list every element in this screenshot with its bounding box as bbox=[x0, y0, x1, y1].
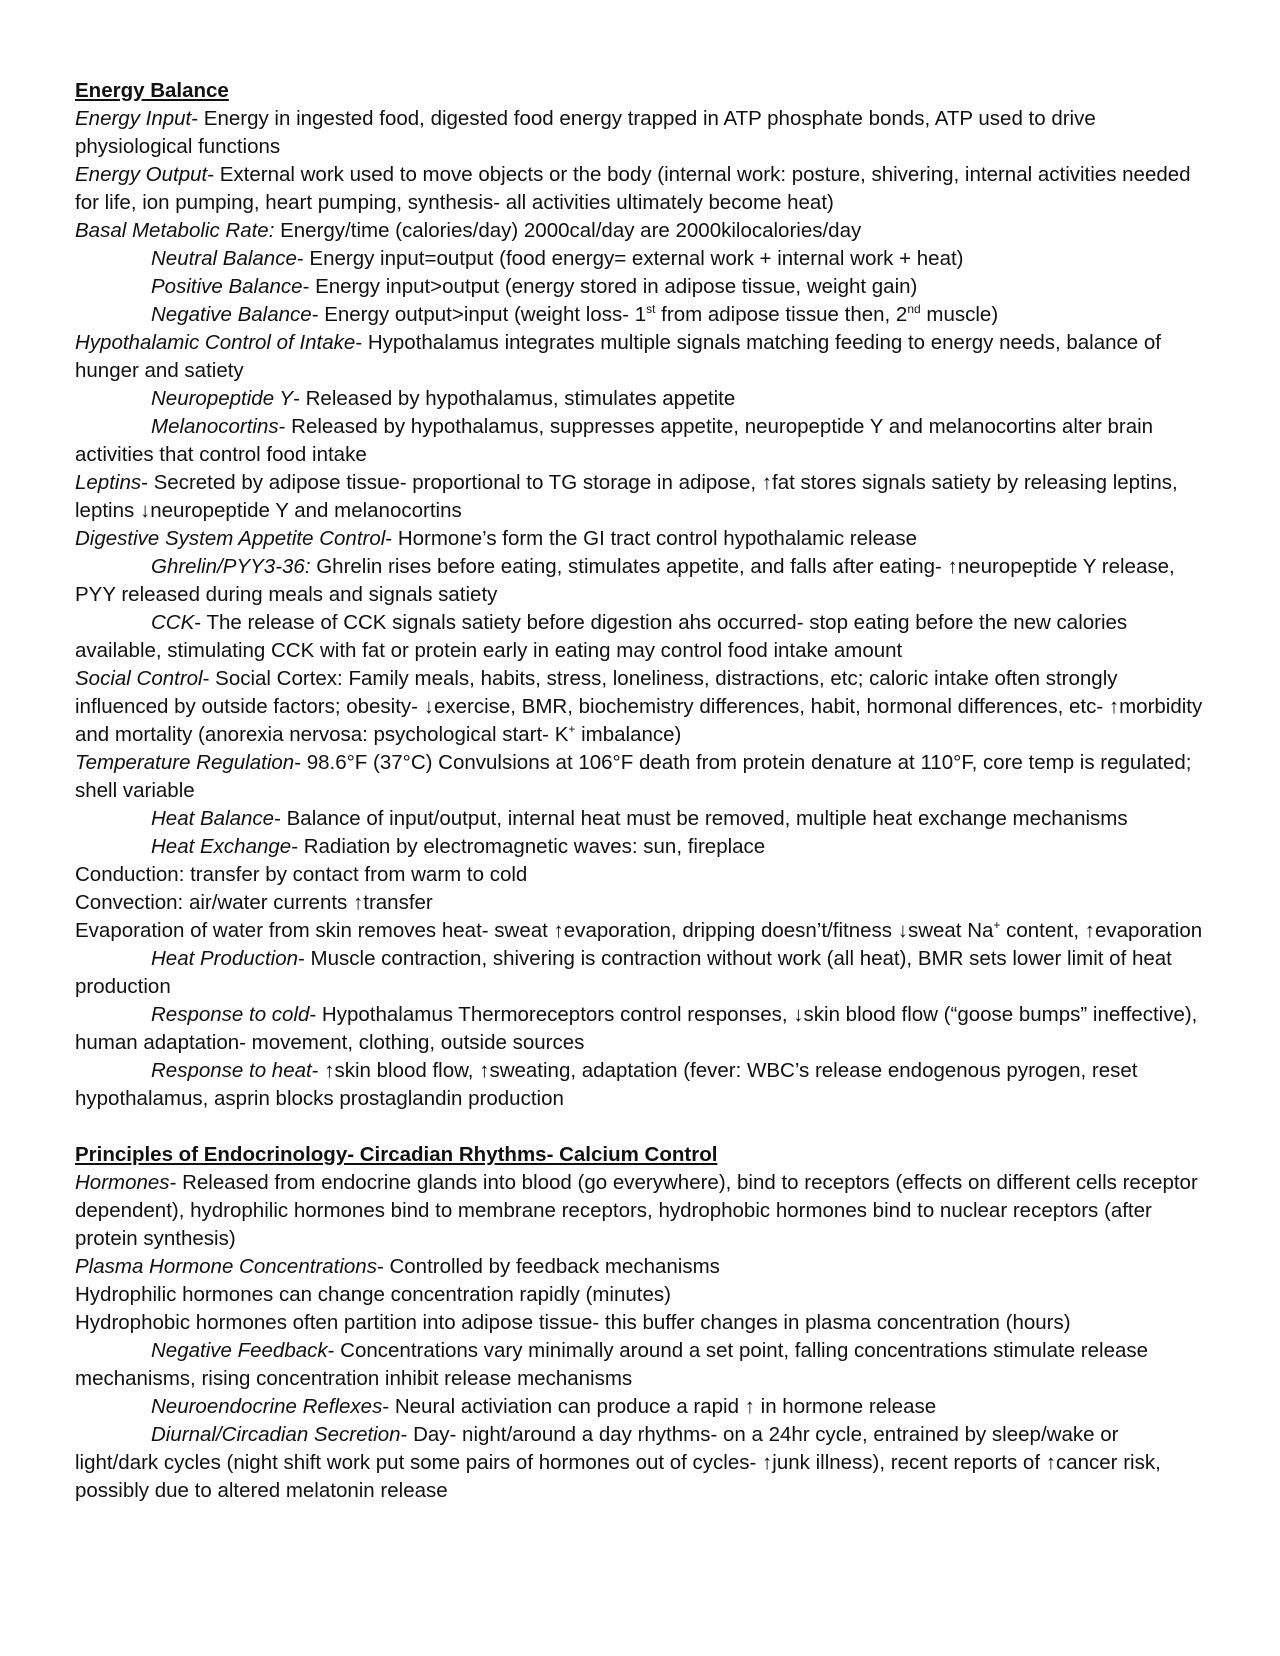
paragraph-evaporation: Evaporation of water from skin removes heat- sweat ↑evaporation, dripping doesn’t/fitness ↓sweat Na+ content, ↑evaporation bbox=[75, 918, 1203, 942]
section-gap bbox=[75, 1113, 1205, 1141]
paragraph-social-control: Social Control- Social Cortex: Family meals, habits, stress, loneliness, distractions, etc; caloric intake often strongly influenced by outside factors; obesity- ↓exercise, BMR, biochemistry differences, habit, hormonal differences, etc- ↑morbidity and mortality (anorexia nervosa: psychological start- K+ imbalance) bbox=[75, 667, 1203, 746]
paragraph-diurnal-secretion: Diurnal/Circadian Secretion- Day- night/around a day rhythms- on a 24hr cycle, entrained by sleep/wake or light/dark cycles (night shift work put some pairs of hormones out of cycles- ↑junk illness), recent reports of ↑cancer risk, possibly due to altered melatonin release bbox=[75, 1423, 1161, 1502]
paragraph-leptins: Leptins- Secreted by adipose tissue- proportional to TG storage in adipose, ↑fat stores signals satiety by releasing leptins, leptins ↓neuropeptide Y and melanocortins bbox=[75, 471, 1178, 522]
paragraph-conduction: Conduction: transfer by contact from warm to cold bbox=[75, 863, 528, 886]
term-neuropeptide-y: Neuropeptide Y bbox=[151, 387, 294, 410]
term-neuroendocrine-reflexes: Neuroendocrine Reflexes bbox=[151, 1395, 383, 1418]
paragraph-response-to-heat: Response to heat- ↑skin blood flow, ↑sweating, adaptation (fever: WBC’s release endogenous pyrogen, reset hypothalamus, asprin blocks prostaglandin production bbox=[75, 1059, 1138, 1110]
term-ghrelin: Ghrelin/PYY3-36: bbox=[151, 555, 311, 578]
term-hypothalamic-control: Hypothalamic Control of Intake bbox=[75, 331, 356, 354]
paragraph-hydrophilic: Hydrophilic hormones can change concentration rapidly (minutes) bbox=[75, 1283, 671, 1306]
paragraph-neuroendocrine-reflexes: Neuroendocrine Reflexes- Neural activiation can produce a rapid ↑ in hormone release bbox=[151, 1395, 937, 1418]
term-melanocortins: Melanocortins bbox=[151, 415, 279, 438]
paragraph-heat-production: Heat Production- Muscle contraction, shivering is contraction without work (all heat), BMR sets lower limit of heat production bbox=[75, 947, 1172, 998]
paragraph-negative-feedback: Negative Feedback- Concentrations vary minimally around a set point, falling concentrations stimulate release mechanisms, rising concentration inhibit release mechanisms bbox=[75, 1339, 1149, 1390]
term-diurnal-secretion: Diurnal/Circadian Secretion bbox=[151, 1423, 401, 1446]
paragraph-hypothalamic-control: Hypothalamic Control of Intake- Hypothalamus integrates multiple signals matching feeding to energy needs, balance of hunger and satiety bbox=[75, 331, 1161, 382]
term-leptins: Leptins bbox=[75, 471, 142, 494]
paragraph-heat-exchange: Heat Exchange- Radiation by electromagnetic waves: sun, fireplace bbox=[151, 835, 766, 858]
term-heat-balance: Heat Balance bbox=[151, 807, 275, 830]
section-heading-energy-balance: Energy Balance bbox=[75, 79, 229, 102]
term-energy-input: Energy Input bbox=[75, 107, 192, 130]
paragraph-neuropeptide-y: Neuropeptide Y- Released by hypothalamus, stimulates appetite bbox=[151, 387, 736, 410]
paragraph-negative-balance: Negative Balance- Energy output>input (weight loss- 1st from adipose tissue then, 2nd muscle) bbox=[151, 302, 999, 326]
paragraph-energy-input: Energy Input- Energy in ingested food, digested food energy trapped in ATP phosphate bonds, ATP used to drive physiological functions bbox=[75, 107, 1096, 158]
paragraph-energy-output: Energy Output- External work used to move objects or the body (internal work: posture, shivering, internal activities needed for life, ion pumping, heart pumping, synthesis- all activities ultimately become heat) bbox=[75, 163, 1191, 214]
term-cck: CCK bbox=[151, 611, 195, 634]
paragraph-plasma-concentrations: Plasma Hormone Concentrations- Controlled by feedback mechanisms bbox=[75, 1255, 720, 1278]
paragraph-hydrophobic: Hydrophobic hormones often partition into adipose tissue- this buffer changes in plasma concentration (hours) bbox=[75, 1311, 1071, 1334]
term-heat-exchange: Heat Exchange bbox=[151, 835, 292, 858]
term-response-to-heat: Response to heat bbox=[151, 1059, 312, 1082]
paragraph-neutral-balance: Neutral Balance- Energy input=output (food energy= external work + internal work + heat) bbox=[151, 247, 964, 270]
document-page bbox=[75, 77, 1205, 1505]
term-energy-output: Energy Output bbox=[75, 163, 208, 186]
term-hormones: Hormones bbox=[75, 1171, 170, 1194]
paragraph-melanocortins: Melanocortins- Released by hypothalamus, suppresses appetite, neuropeptide Y and melanocortins alter brain activities that control food intake bbox=[75, 415, 1154, 466]
paragraph-cck: CCK- The release of CCK signals satiety before digestion ahs occurred- stop eating before the new calories available, stimulating CCK with fat or protein early in eating may control food intake amount bbox=[75, 611, 1128, 662]
term-temperature-regulation: Temperature Regulation bbox=[75, 751, 295, 774]
paragraph-hormones: Hormones- Released from endocrine glands into blood (go everywhere), bind to receptors (effects on different cells receptor dependent), hydrophilic hormones bind to membrane receptors, hydrophobic hormones bind to nuclear receptors (after protein synthesis) bbox=[75, 1171, 1198, 1250]
paragraph-ghrelin: Ghrelin/PYY3-36: Ghrelin rises before eating, stimulates appetite, and falls after eating- ↑neuropeptide Y release, PYY released during meals and signals satiety bbox=[75, 555, 1175, 606]
term-negative-balance: Negative Balance bbox=[151, 303, 312, 326]
paragraph-bmr: Basal Metabolic Rate: Energy/time (calories/day) 2000cal/day are 2000kilocalories/day bbox=[75, 219, 862, 242]
term-social-control: Social Control bbox=[75, 667, 203, 690]
paragraph-temperature-regulation: Temperature Regulation- 98.6°F (37°C) Convulsions at 106°F death from protein denature at 110°F, core temp is regulated; shell variable bbox=[75, 751, 1192, 802]
term-response-to-cold: Response to cold bbox=[151, 1003, 310, 1026]
paragraph-convection: Convection: air/water currents ↑transfer bbox=[75, 891, 433, 914]
term-negative-feedback: Negative Feedback bbox=[151, 1339, 328, 1362]
paragraph-positive-balance: Positive Balance- Energy input>output (energy stored in adipose tissue, weight gain) bbox=[151, 275, 918, 298]
term-plasma-concentrations: Plasma Hormone Concentrations bbox=[75, 1255, 377, 1278]
term-positive-balance: Positive Balance bbox=[151, 275, 303, 298]
paragraph-heat-balance: Heat Balance- Balance of input/output, internal heat must be removed, multiple heat exchange mechanisms bbox=[151, 807, 1128, 830]
section-heading-endocrinology: Principles of Endocrinology- Circadian Rhythms- Calcium Control bbox=[75, 1143, 718, 1166]
term-digestive-control: Digestive System Appetite Control bbox=[75, 527, 386, 550]
paragraph-response-to-cold: Response to cold- Hypothalamus Thermoreceptors control responses, ↓skin blood flow (“goose bumps” ineffective), human adaptation- movement, clothing, outside sources bbox=[75, 1003, 1198, 1054]
term-bmr: Basal Metabolic Rate: bbox=[75, 219, 275, 242]
paragraph-digestive-control: Digestive System Appetite Control- Hormone’s form the GI tract control hypothalamic release bbox=[75, 527, 917, 550]
term-heat-production: Heat Production bbox=[151, 947, 299, 970]
term-neutral-balance: Neutral Balance bbox=[151, 247, 297, 270]
